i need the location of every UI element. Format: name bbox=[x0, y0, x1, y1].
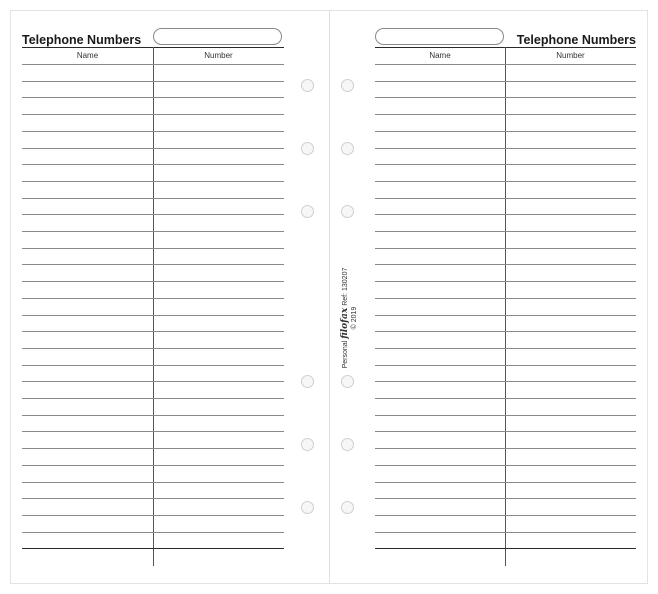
rule-line bbox=[375, 181, 636, 182]
rule-line bbox=[22, 248, 284, 249]
rule-line bbox=[375, 398, 636, 399]
rule-line bbox=[375, 97, 636, 98]
column-header-number: Number bbox=[556, 51, 585, 60]
punch-hole bbox=[301, 438, 314, 451]
rule-line bbox=[375, 548, 636, 549]
punch-hole bbox=[301, 79, 314, 92]
punch-hole bbox=[301, 501, 314, 514]
rule-line bbox=[22, 97, 284, 98]
rule-line bbox=[22, 415, 284, 416]
rule-line bbox=[22, 398, 284, 399]
punch-hole bbox=[341, 142, 354, 155]
rule-line bbox=[22, 114, 284, 115]
tab-label-box bbox=[375, 28, 504, 45]
rule-line bbox=[22, 331, 284, 332]
rule-line bbox=[22, 264, 284, 265]
punch-hole bbox=[301, 142, 314, 155]
rule-line bbox=[375, 448, 636, 449]
rule-line bbox=[375, 381, 636, 382]
rule-line bbox=[22, 181, 284, 182]
rule-line bbox=[375, 331, 636, 332]
punch-hole bbox=[341, 205, 354, 218]
rule-line bbox=[22, 214, 284, 215]
punch-hole bbox=[341, 79, 354, 92]
rule-line bbox=[22, 315, 284, 316]
reference-number: Ref: 130207 bbox=[342, 267, 349, 306]
punch-hole bbox=[301, 375, 314, 388]
rule-line bbox=[22, 465, 284, 466]
rule-line bbox=[375, 532, 636, 533]
format-label: Personal bbox=[342, 340, 349, 369]
rule-line bbox=[375, 248, 636, 249]
brand-imprint bbox=[341, 268, 359, 369]
rule-line bbox=[22, 448, 284, 449]
rule-line bbox=[375, 315, 636, 316]
rule-line bbox=[375, 465, 636, 466]
rule-line bbox=[375, 365, 636, 366]
rule-line bbox=[22, 231, 284, 232]
rule-line bbox=[375, 214, 636, 215]
rule-line bbox=[375, 148, 636, 149]
column-header-name: Name bbox=[76, 51, 99, 60]
rule-line bbox=[375, 131, 636, 132]
rule-line bbox=[375, 264, 636, 265]
rule-line bbox=[375, 348, 636, 349]
column-header-number: Number bbox=[204, 51, 233, 60]
rule-line bbox=[22, 164, 284, 165]
rule-line bbox=[22, 482, 284, 483]
punch-hole bbox=[341, 375, 354, 388]
rule-line bbox=[22, 532, 284, 533]
rule-line bbox=[375, 482, 636, 483]
rule-line bbox=[375, 198, 636, 199]
center-fold bbox=[329, 10, 330, 584]
rule-line bbox=[22, 64, 284, 65]
left-page bbox=[22, 0, 284, 594]
page-title: Telephone Numbers bbox=[22, 33, 142, 47]
rule-line bbox=[22, 548, 284, 549]
punch-hole bbox=[341, 501, 354, 514]
rule-line bbox=[375, 114, 636, 115]
rule-line bbox=[22, 148, 284, 149]
rule-line bbox=[375, 231, 636, 232]
column-divider bbox=[505, 47, 506, 566]
rule-line bbox=[22, 498, 284, 499]
rule-line bbox=[375, 431, 636, 432]
rule-line bbox=[22, 298, 284, 299]
rule-line bbox=[375, 164, 636, 165]
tab-label-box bbox=[153, 28, 282, 45]
rule-line bbox=[22, 198, 284, 199]
rule-line bbox=[375, 498, 636, 499]
rule-line bbox=[22, 515, 284, 516]
punch-hole bbox=[301, 205, 314, 218]
rule-line bbox=[22, 381, 284, 382]
filofax-logo: filofax bbox=[340, 307, 350, 339]
rule-line bbox=[22, 365, 284, 366]
page-title: Telephone Numbers bbox=[516, 33, 636, 47]
column-header-name: Name bbox=[429, 51, 451, 60]
punch-hole bbox=[341, 438, 354, 451]
rule-line bbox=[22, 431, 284, 432]
rule-line bbox=[375, 298, 636, 299]
right-page bbox=[375, 0, 636, 594]
rule-line bbox=[375, 281, 636, 282]
rule-line bbox=[22, 81, 284, 82]
column-divider bbox=[153, 47, 154, 566]
rule-line bbox=[375, 515, 636, 516]
rule-line bbox=[375, 415, 636, 416]
rule-line bbox=[375, 81, 636, 82]
rule-line bbox=[375, 64, 636, 65]
rule-line bbox=[22, 131, 284, 132]
copyright: © 2019 bbox=[351, 306, 358, 330]
rule-line bbox=[22, 348, 284, 349]
rule-line bbox=[22, 281, 284, 282]
